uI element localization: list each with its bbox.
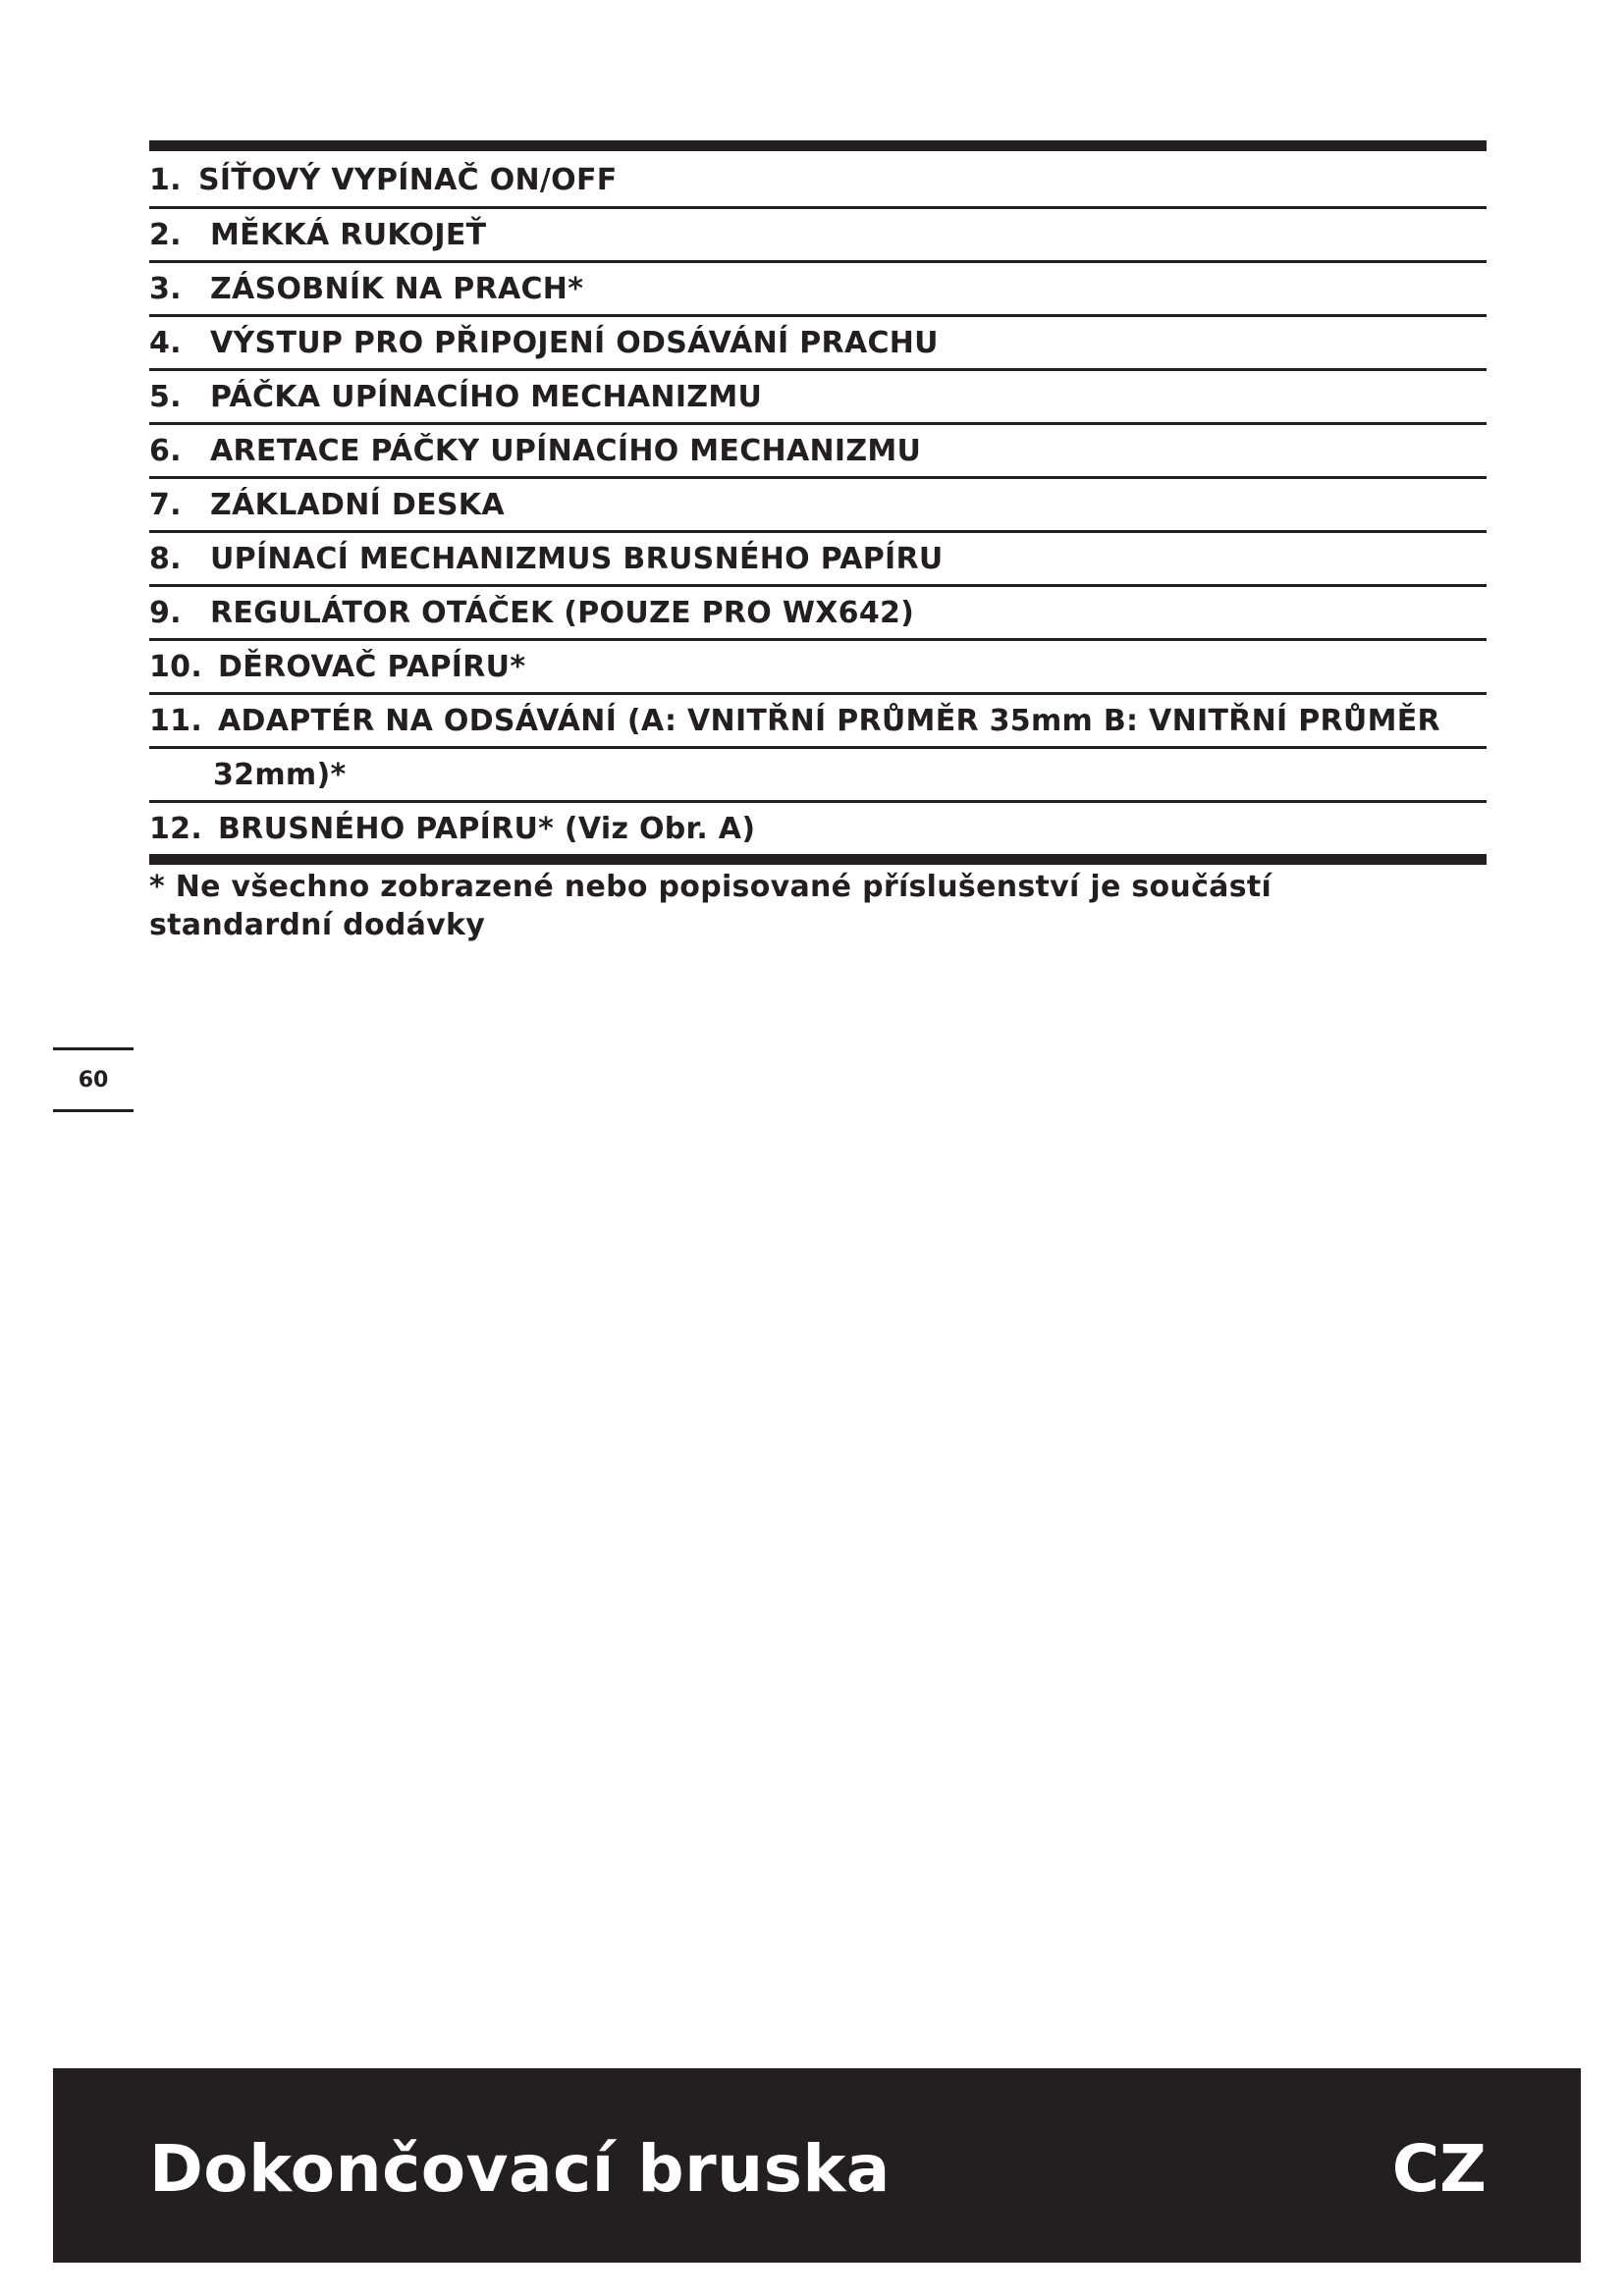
parts-list-row [149, 260, 1487, 314]
parts-list-row [149, 368, 1487, 422]
parts-list-row [149, 800, 1487, 854]
item-number: 11. [149, 703, 203, 738]
parts-list-table [149, 140, 1487, 865]
item-number: 8. [149, 541, 182, 576]
parts-list-row [149, 422, 1487, 476]
item-number: 1. [149, 162, 182, 197]
parts-list-row [149, 530, 1487, 584]
parts-list-row [149, 476, 1487, 530]
item-number: 10. [149, 649, 203, 684]
item-number: 9. [149, 595, 182, 630]
parts-list-row [149, 692, 1487, 746]
item-label: REGULÁTOR OTÁČEK (POUZE PRO WX642) [210, 595, 915, 630]
item-label: BRUSNÉHO PAPÍRU* (Viz Obr. A) [218, 811, 756, 846]
product-title: Dokončovací bruska [149, 2131, 891, 2207]
footer-band [53, 2068, 1581, 2263]
item-label: SÍŤOVÝ VYPÍNAČ ON/OFF [198, 162, 618, 197]
item-number: 2. [149, 217, 182, 252]
item-number: 5. [149, 379, 182, 414]
item-label: ARETACE PÁČKY UPÍNACÍHO MECHANIZMU [210, 433, 922, 468]
item-label: MĚKKÁ RUKOJEŤ [210, 217, 487, 252]
item-label: PÁČKA UPÍNACÍHO MECHANIZMU [210, 379, 763, 414]
item-label: DĚROVAČ PAPÍRU* [218, 649, 526, 684]
item-label: UPÍNACÍ MECHANIZMUS BRUSNÉHO PAPÍRU [210, 541, 944, 576]
parts-list-row [149, 638, 1487, 692]
item-label: ZÁKLADNÍ DESKA [210, 487, 505, 522]
item-number: 7. [149, 487, 182, 522]
parts-list-row [149, 206, 1487, 260]
language-code: CZ [1391, 2131, 1487, 2207]
item-label: ADAPTÉR NA ODSÁVÁNÍ (A: VNITŘNÍ PRŮMĚR 35mm B: VNITŘNÍ PRŮMĚR [218, 703, 1440, 738]
item-label-continuation: 32mm)* [213, 757, 347, 792]
accessories-footnote: * Ne všechno zobrazené nebo popisované příslušenství je součástí standardní dodávky [149, 870, 1272, 942]
parts-list-row [149, 584, 1487, 638]
item-number: 12. [149, 811, 203, 846]
parts-list-row-continuation [149, 746, 1487, 800]
item-label: ZÁSOBNÍK NA PRACH* [210, 271, 584, 306]
parts-list-row [149, 151, 1487, 206]
item-label: VÝSTUP PRO PŘIPOJENÍ ODSÁVÁNÍ PRACHU [210, 325, 939, 360]
item-number: 4. [149, 325, 182, 360]
item-number: 6. [149, 433, 182, 468]
page-number: 60 [53, 1047, 134, 1112]
parts-list-row [149, 314, 1487, 368]
item-number: 3. [149, 271, 182, 306]
